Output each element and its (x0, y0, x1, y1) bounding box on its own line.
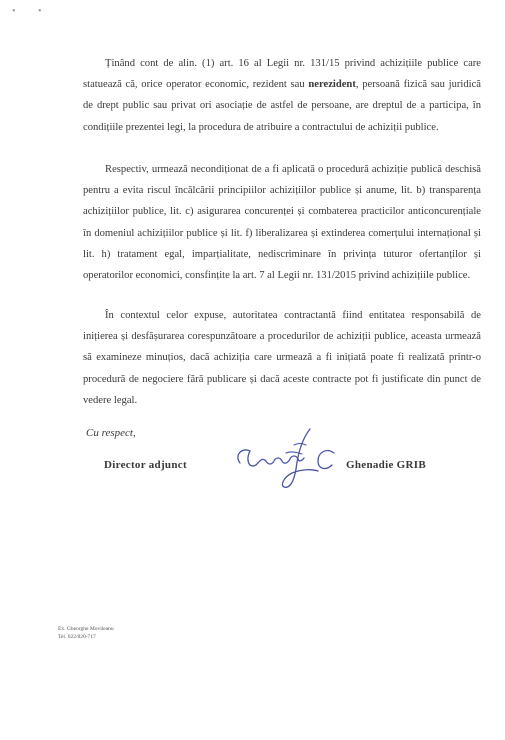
signatory-name: Ghenadie GRIB (346, 459, 426, 471)
paragraph-1-bold: nerezident (308, 79, 356, 91)
paragraph-2-text: Respectiv, urmează necondiționat de a fi aplicată o procedură achiziție publică deschisă pentru a evita riscul încălcării principiilor achizițiilor publice și anume, lit. b) transparența achizițiilor publice, lit. c) asigurarea concurenței și combaterea practicilor anticoncurențiale în domeniul achizițiilor publice și lit. f) liberalizarea și extinderea comerțului internațional și lit. h) tratament egal, imparțialitate, nediscriminare în privința tuturor ofertanților și operatorilor economici, consfințite la art. 7 al Legii nr. 131/2015 privind achizițiile publice. (83, 164, 481, 282)
paragraph-1-text-a: Ținând cont de alin. (1) art. 16 al Legii nr. 131/15 privind achizițiile publice care statuează că, orice operator economic, rezident sau (83, 58, 481, 91)
scan-marks: • • (12, 6, 52, 17)
paragraph-3 (83, 305, 481, 411)
footer-contact (58, 625, 114, 641)
paragraph-1 (83, 53, 481, 138)
closing-salutation: Cu respect, (86, 427, 136, 439)
handwritten-signature (232, 425, 342, 495)
paragraph-3-text: În contextul celor expuse, autoritatea contractantă fiind entitatea responsabilă de inițierea și desfășurarea corespunzătoare a procedurilor de achiziții publice, aceasta urmează să examineze minuțios, dacă achiziția care urmează a fi inițiată poate fi realizată printr-o procedură de negociere fără publicare și dacă aceste contracte pot fi justificate din punct de vedere legal. (83, 310, 481, 406)
paragraph-2 (83, 159, 481, 286)
signatory-role: Director adjunct (104, 459, 187, 471)
executor-name: Ex. Gheorghe Movileanu (58, 626, 114, 632)
paragraph-1-text-b: , persoană fizică sau juridică de drept public sau privat ori asociație de astfel de persoane, are dreptul de a participa, în condițiile prezentei legi, la procedura de atribuire a contractului de achiziții publice. (83, 79, 482, 133)
signature-block (104, 459, 484, 509)
executor-phone: Tel. 022/820-717 (58, 634, 96, 640)
